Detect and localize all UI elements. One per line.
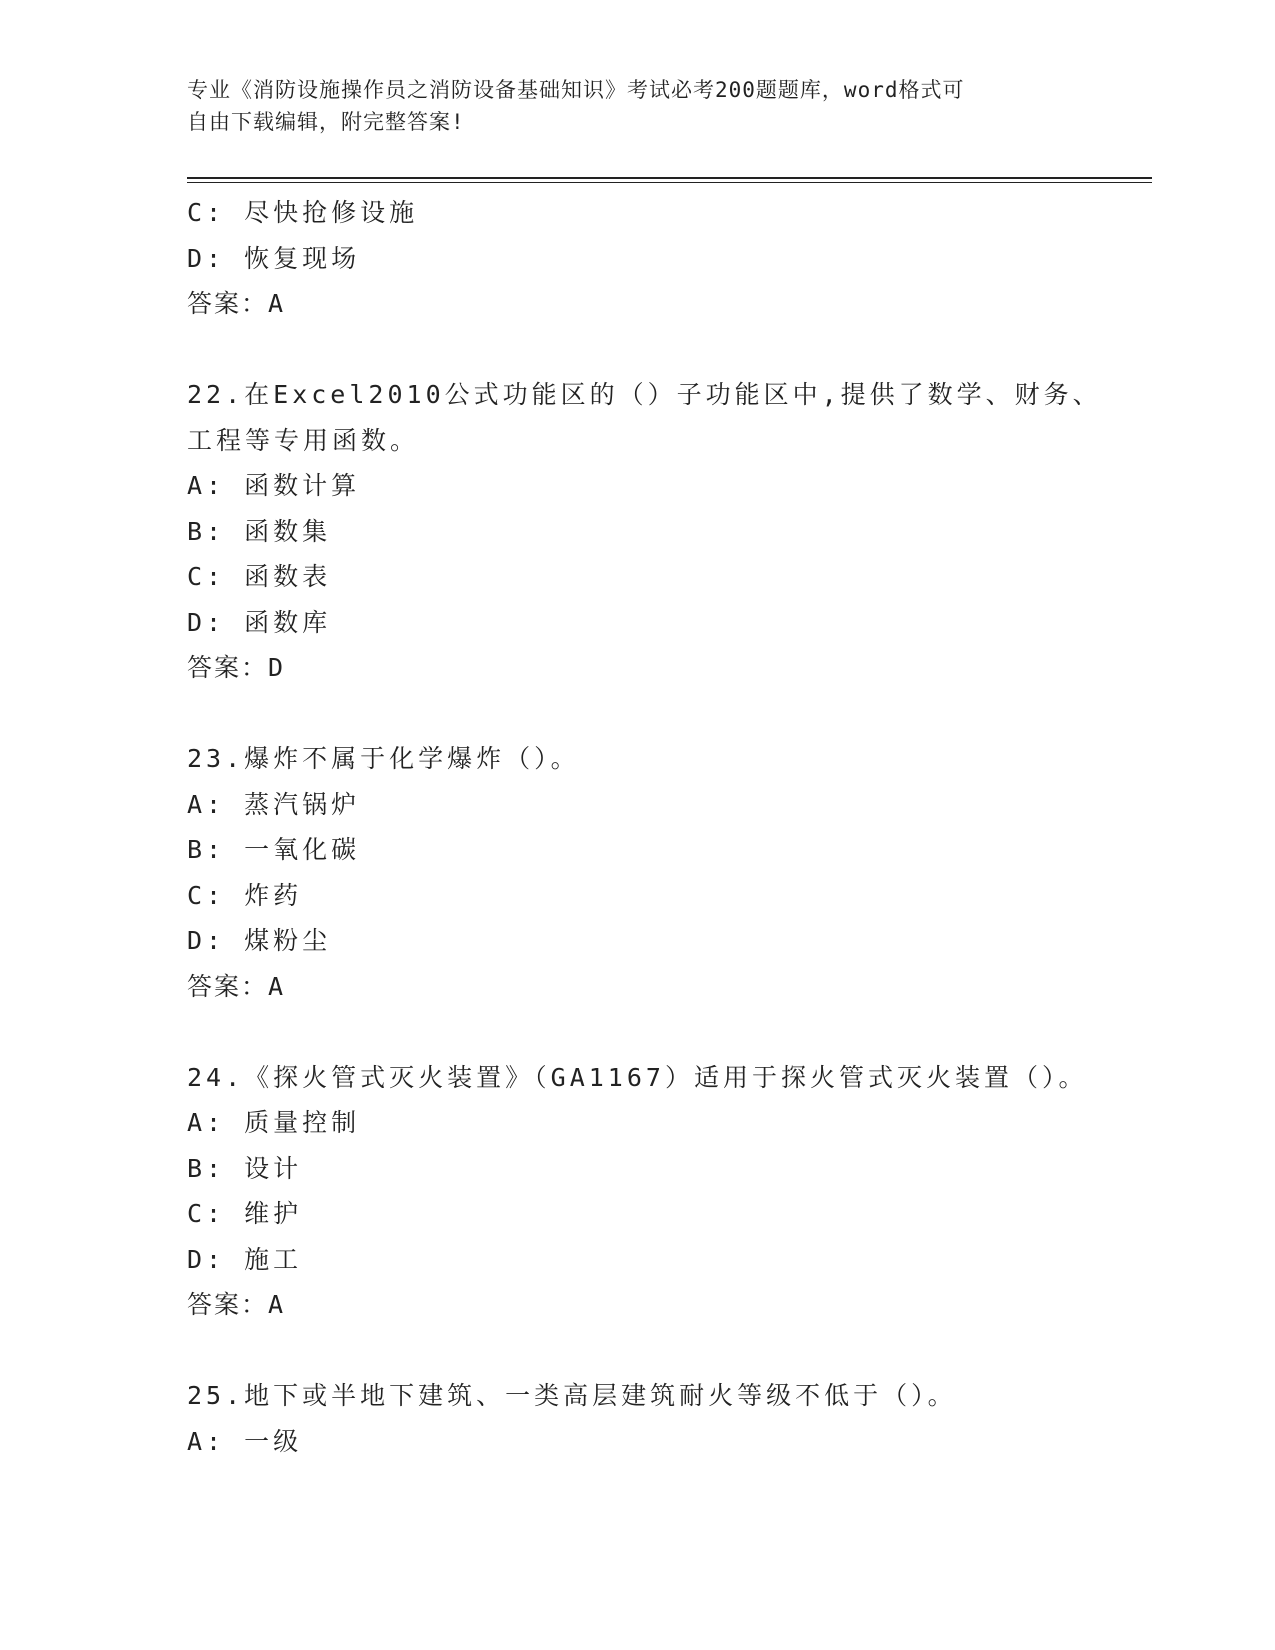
header-line-1: 专业《消防设施操作员之消防设备基础知识》考试必考200题题库，word格式可 xyxy=(187,78,965,102)
option-b: B: 函数集 xyxy=(187,516,332,546)
answer-line: 答案：A xyxy=(187,289,286,318)
question-21-continued xyxy=(187,190,1087,327)
header-divider-thin xyxy=(187,182,1152,183)
option-c: C: 尽快抢修设施 xyxy=(187,198,419,227)
option-c: C: 函数表 xyxy=(187,562,332,591)
option-b: B: 一氧化碳 xyxy=(187,835,361,864)
document-header xyxy=(187,74,1087,138)
answer-line: 答案：D xyxy=(187,653,286,682)
header-divider-thick xyxy=(187,177,1152,179)
question-24 xyxy=(187,1055,1087,1328)
option-d: D: 函数库 xyxy=(187,607,332,637)
option-d: D: 恢复现场 xyxy=(187,243,361,273)
question-23 xyxy=(187,736,1087,1009)
option-b: B: 设计 xyxy=(187,1153,303,1183)
option-a: A: 蒸汽锅炉 xyxy=(187,789,361,819)
question-stem: 22.在Excel2010公式功能区的（）子功能区中,提供了数学、财务、 xyxy=(187,380,1102,409)
option-a: A: 函数计算 xyxy=(187,471,361,500)
question-stem: 23.爆炸不属于化学爆炸（）。 xyxy=(187,744,580,773)
option-d: D: 施工 xyxy=(187,1244,303,1274)
question-stem: 25.地下或半地下建筑、一类高层建筑耐火等级不低于（）。 xyxy=(187,1381,957,1410)
option-c: C: 维护 xyxy=(187,1199,303,1228)
answer-line: 答案：A xyxy=(187,971,286,1001)
question-stem: 24.《探火管式灭火装置》（GA1167）适用于探火管式灭火装置（）。 xyxy=(187,1062,1088,1092)
answer-line: 答案：A xyxy=(187,1290,286,1319)
option-c: C: 炸药 xyxy=(187,880,303,910)
header-line-2: 自由下载编辑，附完整答案! xyxy=(187,110,465,134)
question-25 xyxy=(187,1373,1087,1464)
option-a: A: 一级 xyxy=(187,1426,303,1456)
option-a: A: 质量控制 xyxy=(187,1108,361,1137)
question-stem-continued: 工程等专用函数。 xyxy=(187,425,420,455)
option-d: D: 煤粉尘 xyxy=(187,926,332,955)
question-list xyxy=(187,190,1102,1464)
question-22 xyxy=(187,372,1102,691)
